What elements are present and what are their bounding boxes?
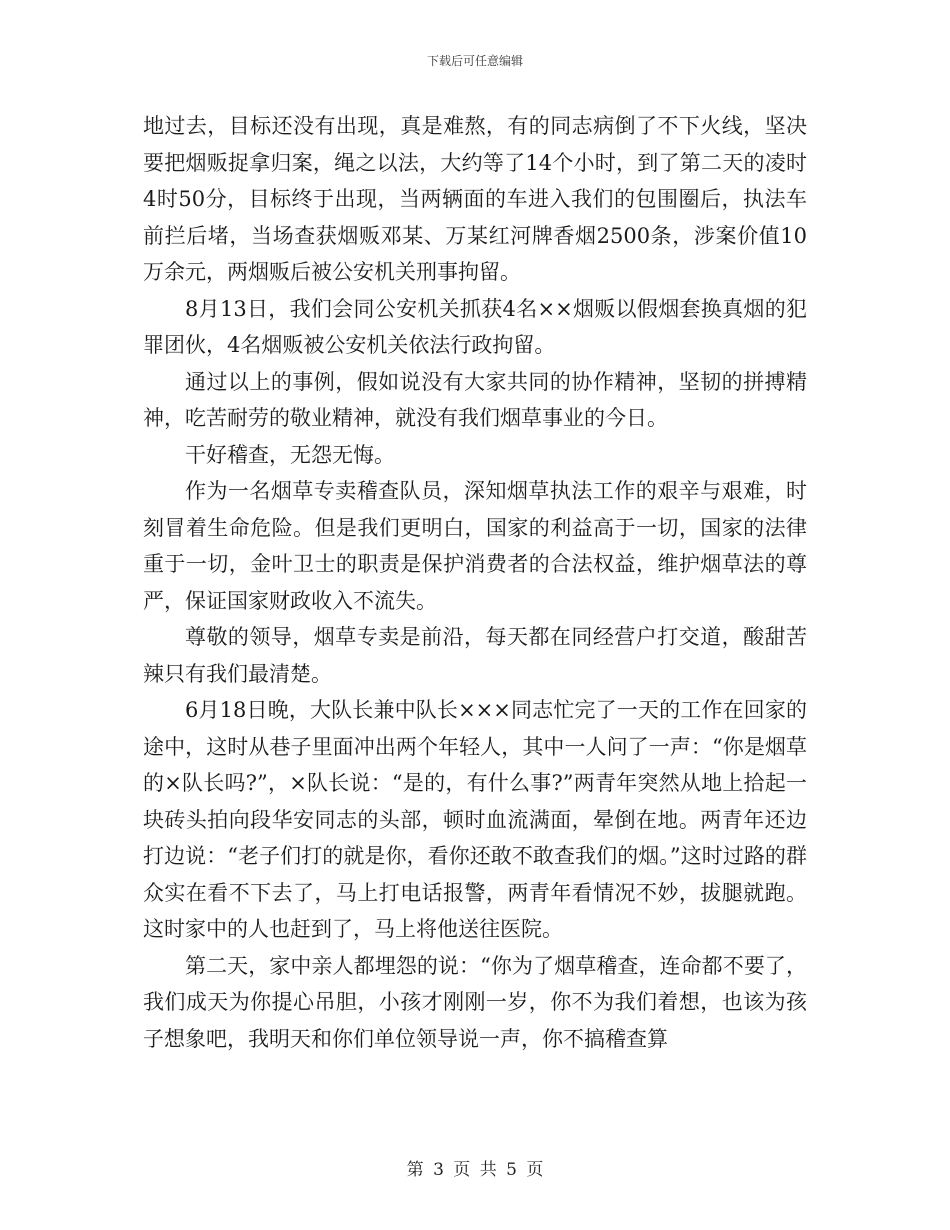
page-header: 下载后可任意编辑 [426, 54, 523, 68]
page-footer: 第 3 页 共 5 页 [406, 1160, 544, 1180]
document-body [143, 108, 807, 1057]
paragraph-june-18: 6月18日晚，大队长兼中队长×××同志忙完了一天的工作在回家的途中，这时从巷子里面冲出两个年轻人，其中一人问了一声：“你是烟草的×队长吗?”，×队长说：“是的，有什么事?”两青年突然从地上拾起一块砖头拍向段华安同志的头部，顿时血流满面，晕倒在地。两青年还边打边说：“老子们打的就是你，看你还敢不敢查我们的烟。”这时过路的群众实在看不下去了，马上打电话报警，两青年看情况不妙，拔腿就跑。这时家中的人也赶到了，马上将他送往医院。 [143, 698, 807, 941]
paragraph-next-day: 第二天，家中亲人都埋怨的说：“你为了烟草稽查，连命都不要了，我们成天为你提心吊胆，小孩才刚刚一岁，你不为我们着想，也该为孩子想象吧，我明天和你们单位领导说一声，你不搞稽查算 [143, 953, 807, 1051]
paragraph-examples: 通过以上的事例，假如说没有大家共同的协作精神，坚韧的拼搏精神，吃苦耐劳的敬业精神，就没有我们烟草事业的今日。 [143, 369, 807, 430]
paragraph-frontline: 尊敬的领导，烟草专卖是前沿，每天都在同经营户打交道，酸甜苦辣只有我们最清楚。 [143, 625, 807, 686]
paragraph-duty: 作为一名烟草专卖稽查队员，深知烟草执法工作的艰辛与艰难，时刻冒着生命危险。但是我们更明白，国家的利益高于一切，国家的法律重于一切，金叶卫士的职责是保护消费者的合法权益，维护烟草法的尊严，保证国家财政收入不流失。 [143, 479, 807, 613]
paragraph-aug-13: 8月13日，我们会同公安机关抓获4名××烟贩以假烟套换真烟的犯罪团伙，4名烟贩被公安机关依法行政拘留。 [143, 296, 807, 357]
paragraph-continuation: 地过去，目标还没有出现，真是难熬，有的同志病倒了不下火线，坚决要把烟贩捉拿归案，绳之以法，大约等了14个小时，到了第二天的凌时4时50分，目标终于出现，当两辆面的车进入我们的包围圈后，执法车前拦后堵，当场查获烟贩邓某、万某红河牌香烟2500条，涉案价值10万余元，两烟贩后被公安机关刑事拘留。 [143, 114, 807, 284]
paragraph-motto: 干好稽查，无怨无悔。 [185, 442, 395, 467]
